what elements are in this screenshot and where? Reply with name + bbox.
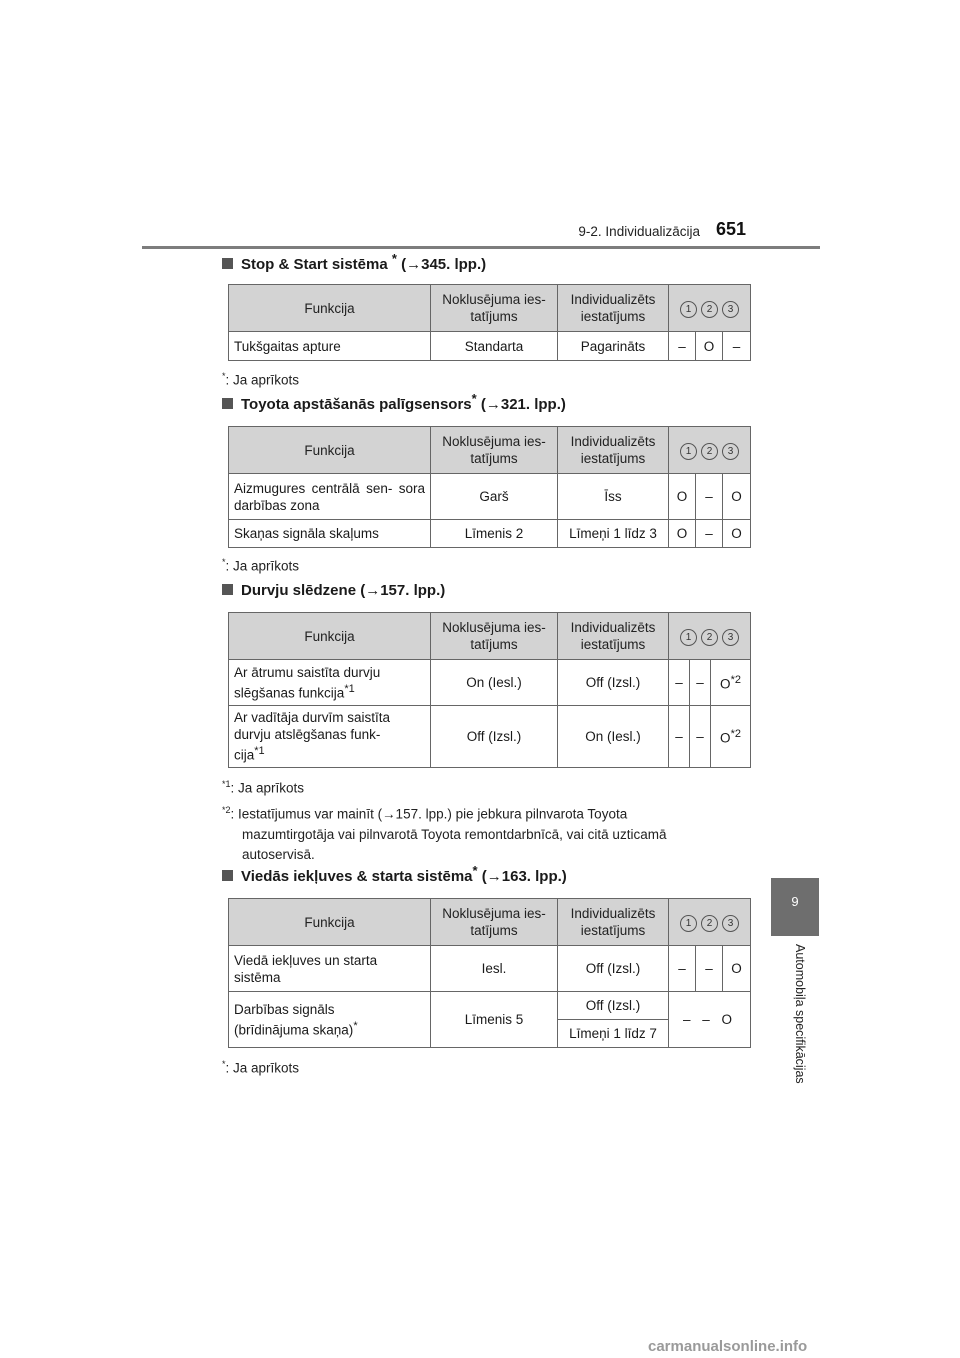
table-header-row: Funkcija Noklusējuma ies- tatījums Individualizēts iestatījums 1 2 3	[229, 613, 751, 660]
square-bullet-icon	[222, 398, 233, 409]
circle-1-icon: 1	[680, 301, 697, 318]
page-number: 651	[716, 219, 747, 239]
section-title-door-lock: Durvju slēdzene (→157. lpp.)	[222, 582, 445, 599]
circle-1-icon: 1	[680, 443, 697, 460]
chapter-number: 9	[791, 894, 799, 909]
section-title-parking-sensor: Toyota apstāšanās palīgsensors* (→321. lpp.)	[222, 396, 566, 413]
table-row: Skaņas signāla skaļums Līmenis 2 Līmeņi 1 līdz 3 O – O	[229, 520, 751, 548]
table-header-row	[229, 285, 751, 332]
settings-table-smart-entry	[228, 898, 751, 1048]
watermark: carmanualsonline.info	[648, 1338, 808, 1355]
circle-3-icon: 3	[722, 301, 739, 318]
settings-table-stop-start-body	[228, 331, 751, 361]
table-row: Ar vadītāja durvīm saistīta durvju atslēgšanas funk- cija$^{*1}$ Off (Izsl.) On (Iesl.) – – $O^{*2}$	[229, 706, 751, 768]
settings-table-door-lock	[228, 612, 751, 768]
circle-1-icon: 1	[680, 629, 697, 646]
col-funkcija: Funkcija	[229, 285, 431, 332]
table-header-row: Funkcija Noklusējuma ies- tatījums Individualizēts iestatījums 1 2 3	[229, 427, 751, 474]
square-bullet-icon	[222, 870, 233, 881]
square-bullet-icon	[222, 258, 233, 269]
circle-2-icon: 2	[701, 443, 718, 460]
footnote: *: Ja aprīkots	[222, 371, 300, 388]
circle-2-icon: 2	[701, 629, 718, 646]
table-row: Līmeņi 1 līdz 7	[229, 1020, 751, 1048]
footnote-1: $^{*1}$: Ja aprīkots	[222, 779, 305, 796]
settings-table-parking-sensor	[228, 426, 751, 548]
col-methods	[669, 285, 751, 332]
section-title-smart-entry: Viedās iekļuves & starta sistēma* (→163. lpp.)	[222, 868, 567, 885]
table-row: Viedā iekļuves un starta sistēma Iesl. Off (Izsl.) – – O	[229, 946, 751, 992]
footnote: *: Ja aprīkots	[222, 1059, 300, 1076]
square-bullet-icon	[222, 584, 233, 595]
table-row: Tukšgaitas apture Standarta Pagarināts – O –	[229, 332, 751, 361]
section-title-stop-start: Stop & Start sistēma * (→345. lpp.)	[222, 256, 486, 273]
circle-3-icon: 3	[722, 915, 739, 932]
col-custom: Individualizēts iestatījums	[558, 285, 669, 332]
chapter-title: Automobiļa specifikācijas	[793, 944, 807, 1084]
col-default: Noklusējuma ies- tatījums	[431, 285, 558, 332]
circle-3-icon: 3	[722, 629, 739, 646]
table-row: Darbības signāls (brīdinājuma skaņa)* Līmenis 5 Off (Izsl.) – – O	[229, 992, 751, 1020]
table-row: Ar ātrumu saistīta durvju slēgšanas funkcija$^{*1}$ On (Iesl.) Off (Izsl.) – – $O^{*2}$	[229, 660, 751, 706]
footnote: *: Ja aprīkots	[222, 557, 300, 574]
footnote-2: $^{*2}$: Iestatījumus var mainīt (→157. lpp.) pie jebkura pilnvarota Toyota mazumtirgotāja vai pilnvarotā Toyota remontdarbnīcā, vai citā uzticamā autoservisā.	[222, 805, 667, 862]
section-label: 9-2. Individualizācija	[578, 224, 700, 239]
table-row: Aizmugures centrālā sen- sora darbības zona Garš Īss O – O	[229, 474, 751, 520]
chapter-tab	[771, 878, 819, 936]
settings-table-stop-start	[228, 284, 751, 332]
circle-2-icon: 2	[701, 915, 718, 932]
circle-2-icon: 2	[701, 301, 718, 318]
circle-3-icon: 3	[722, 443, 739, 460]
table-header-row: Funkcija Noklusējuma ies- tatījums Individualizēts iestatījums 1 2 3	[229, 899, 751, 946]
header-divider	[142, 246, 820, 249]
circle-1-icon: 1	[680, 915, 697, 932]
